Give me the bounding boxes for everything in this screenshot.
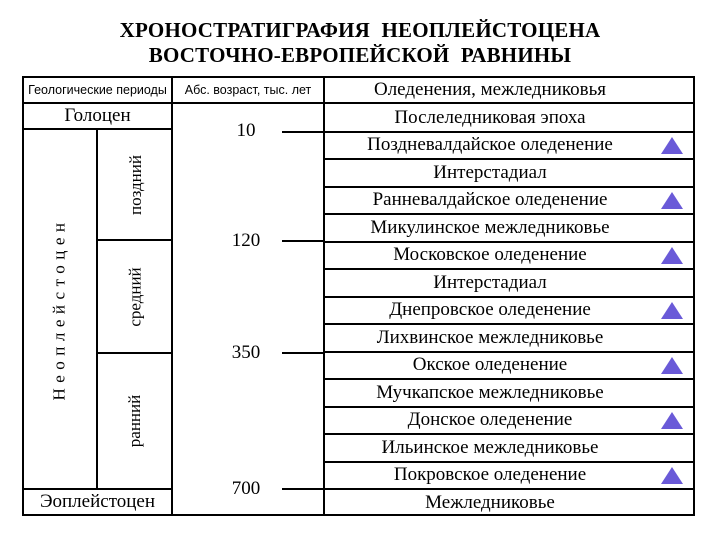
triangle-up-icon	[661, 467, 683, 484]
period-holocene: Голоцен	[64, 105, 131, 126]
triangle-up-icon	[661, 357, 683, 374]
triangle-up-icon	[661, 137, 683, 154]
event-row-divider	[323, 323, 695, 325]
event-row: Лихвинское межледниковье	[376, 326, 604, 348]
subperiod-early-label: ранний	[125, 394, 145, 448]
age-label-350: 350	[210, 343, 282, 363]
subperiod-late-label: поздний	[125, 154, 145, 215]
header-periods: Геологические периоды	[28, 83, 167, 97]
event-row-divider	[323, 406, 695, 408]
header-glaciations: Оледенения, межледниковья	[373, 79, 607, 100]
period-neopleistocene	[24, 130, 96, 488]
event-row: Окское оледенение	[412, 354, 568, 376]
age-label-120: 120	[210, 231, 282, 251]
event-row: Мучкапское межледниковье	[376, 381, 604, 403]
period-neopleistocene-label: Неоплейстоцен	[50, 217, 70, 401]
event-row: Поздневалдайское оледенение	[367, 134, 613, 156]
age-label-700: 700	[210, 479, 282, 499]
event-row-divider	[323, 213, 695, 215]
event-row: Донское оледенение	[407, 409, 573, 431]
event-row-divider	[323, 433, 695, 435]
triangle-up-icon	[661, 412, 683, 429]
header-age: Абс. возраст, тыс. лет	[184, 83, 312, 97]
subperiod-middle	[98, 241, 173, 352]
triangle-up-icon	[661, 192, 683, 209]
event-row-divider	[323, 186, 695, 188]
event-row-divider	[323, 351, 695, 353]
period-eopleistocene: Эоплейстоцен	[39, 491, 156, 512]
event-row-divider	[323, 488, 695, 490]
event-row: Микулинское межледниковье	[370, 216, 610, 238]
event-row-divider	[323, 131, 695, 133]
event-row-divider	[323, 268, 695, 270]
event-row: Интерстадиал	[433, 161, 547, 183]
event-row: Днепровское оледенение	[389, 299, 591, 321]
event-row: Ильинское межледниковье	[381, 436, 599, 458]
triangle-up-icon	[661, 247, 683, 264]
event-row: Покровское оледенение	[393, 464, 587, 486]
page-title-line-2: ВОСТОЧНО-ЕВРОПЕЙСКОЙ РАВНИНЫ	[148, 43, 572, 67]
event-row: Московское оледенение	[393, 244, 587, 266]
triangle-up-icon	[661, 302, 683, 319]
event-row-divider	[323, 461, 695, 463]
age-label-10: 10	[210, 121, 282, 141]
event-row: Послеледниковая эпоха	[394, 106, 586, 128]
event-row: Ранневалдайское оледенение	[372, 189, 608, 211]
event-row-divider	[323, 296, 695, 298]
page-title-line-1: ХРОНОСТРАТИГРАФИЯ НЕОПЛЕЙСТОЦЕНА	[119, 18, 601, 42]
subperiod-late	[98, 130, 173, 239]
event-row: Межледниковье	[425, 491, 555, 513]
event-row-divider	[323, 378, 695, 380]
subperiod-middle-label: средний	[125, 266, 145, 327]
event-row-divider	[323, 158, 695, 160]
event-row: Интерстадиал	[433, 271, 547, 293]
event-row-divider	[323, 241, 695, 243]
subperiod-early	[98, 354, 173, 488]
